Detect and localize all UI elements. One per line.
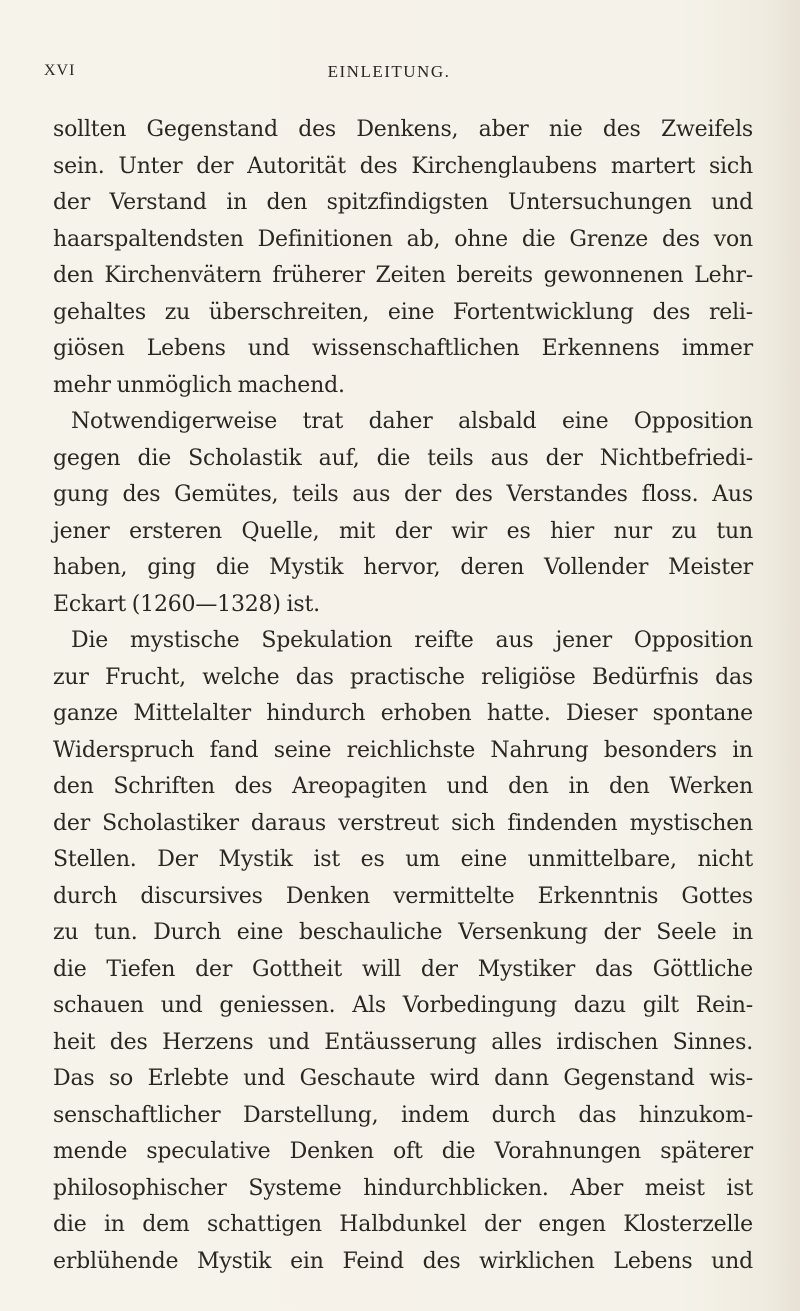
text-line: giösen Lebens und wissenschaftlichen Erkennens immer [53, 336, 753, 361]
text-line: Die mystische Spekulation reifte aus jener Opposition [71, 628, 753, 653]
text-line: Stellen. Der Mystik ist es um eine unmittelbare, nicht [53, 847, 753, 872]
text-line: gung des Gemütes, teils aus der des Verstandes floss. Aus [53, 482, 753, 507]
text-line: philosophischer Systeme hindurchblicken. Aber meist ist [53, 1175, 753, 1201]
text-line: der Verstand in den spitzfindigsten Untersuchungen und [53, 190, 753, 215]
text-line: erblühende Mystik ein Feind des wirklichen Lebens und [53, 1248, 753, 1274]
text-line: haben, ging die Mystik hervor, deren Vollender Meister [53, 555, 753, 580]
text-line: durch discursives Denken vermittelte Erkenntnis Gottes [53, 883, 753, 909]
body-text [53, 112, 753, 1280]
text-line: den Kirchenvätern früherer Zeiten bereits gewonnenen Lehr- [53, 263, 753, 288]
text-line: die in dem schattigen Halbdunkel der engen Klosterzelle [53, 1212, 753, 1237]
running-head: EINLEITUNG. [327, 62, 451, 81]
text-line: der Scholastiker daraus verstreut sich findenden mystischen [53, 810, 753, 836]
text-line: Notwendigerweise trat daher alsbald eine Opposition [71, 409, 753, 434]
text-line: zu tun. Durch eine beschauliche Versenkung der Seele in [53, 920, 753, 945]
text-line: mende speculative Denken oft die Vorahnungen späterer [53, 1139, 753, 1164]
text-line: mehr unmöglich machend. [53, 372, 345, 398]
text-line: schauen und geniessen. Als Vorbedingung dazu gilt Rein- [53, 993, 753, 1018]
text-line: senschaftlicher Darstellung, indem durch das hinzukom- [53, 1102, 753, 1128]
text-line: Eckart (1260—1328) ist. [53, 591, 320, 617]
text-line: jener ersteren Quelle, mit der wir es hier nur zu tun [53, 518, 753, 544]
text-line: sein. Unter der Autorität des Kirchenglaubens martert sich [53, 153, 753, 179]
text-line: den Schriften des Areopagiten und den in den Werken [53, 774, 753, 799]
text-line: Widerspruch fand seine reichlichste Nahrung besonders in [53, 737, 753, 763]
text-line: die Tiefen der Gottheit will der Mystiker das Göttliche [53, 956, 753, 982]
text-line: zur Frucht, welche das practische religiöse Bedürfnis das [53, 664, 753, 690]
text-line: heit des Herzens und Entäusserung alles irdischen Sinnes. [53, 1029, 753, 1055]
text-line: sollten Gegenstand des Denkens, aber nie des Zweifels [53, 117, 753, 142]
text-line: ganze Mittelalter hindurch erhoben hatte. Dieser spontane [53, 701, 753, 726]
text-line: Das so Erlebte und Geschaute wird dann Gegenstand wis- [53, 1066, 753, 1091]
text-line: haarspaltendsten Definitionen ab, ohne die Grenze des von [53, 226, 753, 252]
text-line: gegen die Scholastik auf, die teils aus der Nichtbefriedi- [53, 445, 753, 471]
page-number: XVI [44, 62, 76, 79]
text-line: gehaltes zu überschreiten, eine Fortentwicklung des reli- [53, 299, 753, 325]
page-header [44, 62, 734, 92]
